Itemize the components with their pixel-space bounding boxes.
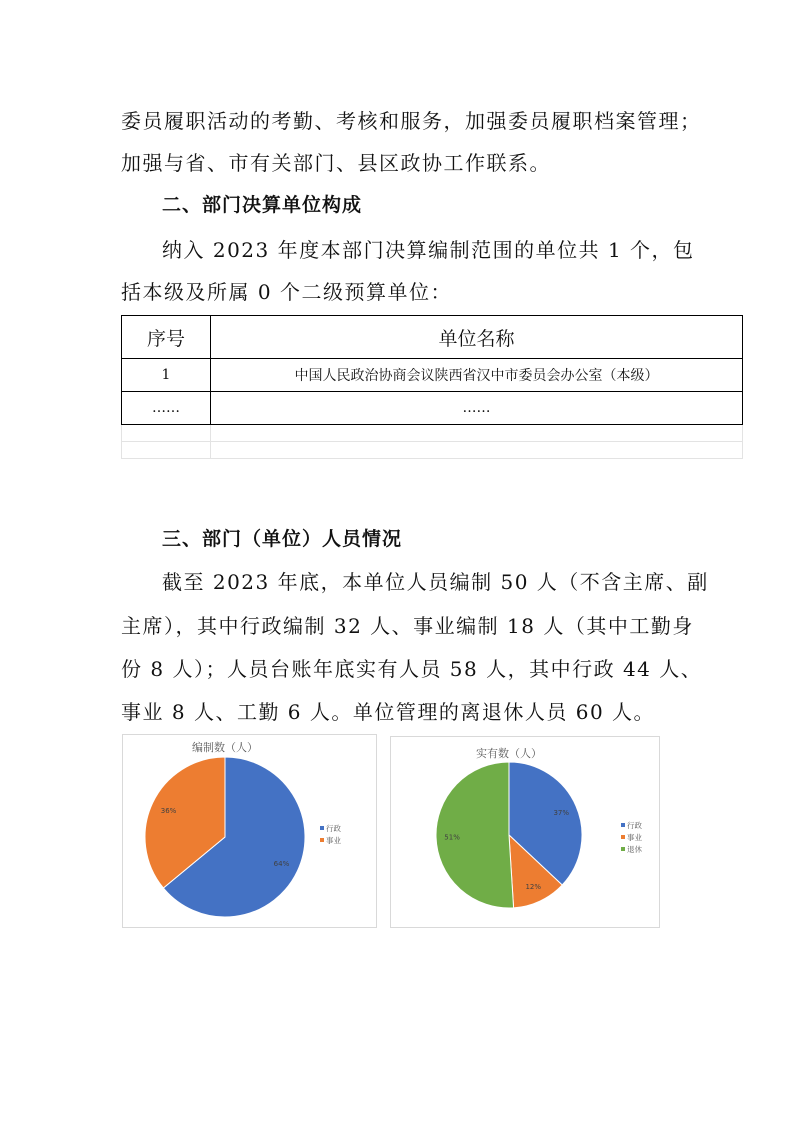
section-heading: 三、部门（单位）人员情况 bbox=[162, 528, 403, 550]
pie-chart-svg bbox=[391, 737, 659, 927]
legend-swatch bbox=[621, 847, 625, 851]
paragraph-line: 份 8 人）；人员台账年底实有人员 58 人，其中行政 44 人、 bbox=[121, 657, 703, 681]
table-cell bbox=[122, 442, 211, 459]
paragraph-line: 事业 8 人、工勤 6 人。单位管理的离退休人员 60 人。 bbox=[121, 700, 656, 724]
pie-chart-svg bbox=[123, 735, 376, 927]
table-header-cell: 单位名称 bbox=[211, 316, 743, 359]
section-heading: 二、部门决算单位构成 bbox=[162, 194, 363, 216]
paragraph-line: 括本级及所属 0 个二级预算单位： bbox=[121, 280, 452, 304]
paragraph-line: 委员履职活动的考勤、考核和服务，加强委员履职档案管理； bbox=[121, 109, 702, 133]
paragraph-line: 加强与省、市有关部门、县区政协工作联系。 bbox=[121, 151, 551, 175]
table-cell bbox=[211, 425, 743, 442]
legend-label: 事业 bbox=[627, 833, 642, 842]
table-row-empty bbox=[122, 425, 743, 442]
pie-chart-actual bbox=[390, 736, 660, 928]
table-row bbox=[122, 359, 743, 392]
unit-table bbox=[121, 315, 743, 459]
table-header-row bbox=[122, 316, 743, 359]
chart-title: 编制数（人） bbox=[192, 741, 258, 754]
legend-swatch bbox=[320, 838, 324, 842]
table-row-empty bbox=[122, 442, 743, 459]
legend-swatch bbox=[621, 823, 625, 827]
table-cell bbox=[122, 425, 211, 442]
legend-label: 行政 bbox=[326, 824, 341, 833]
table-cell: …… bbox=[211, 392, 743, 425]
legend-swatch bbox=[621, 835, 625, 839]
data-label: 64% bbox=[273, 860, 290, 869]
pie-chart-staffing bbox=[122, 734, 377, 928]
legend-label: 事业 bbox=[326, 836, 341, 845]
paragraph-line: 纳入 2023 年度本部门决算编制范围的单位共 1 个，包 bbox=[162, 238, 695, 262]
data-label: 51% bbox=[444, 833, 460, 842]
data-label: 36% bbox=[160, 806, 177, 815]
paragraph-line: 截至 2023 年底，本单位人员编制 50 人（不含主席、副 bbox=[162, 570, 709, 594]
legend-label: 退休 bbox=[627, 845, 642, 854]
paragraph-line: 主席），其中行政编制 32 人、事业编制 18 人（其中工勤身 bbox=[121, 614, 694, 638]
table-row bbox=[122, 392, 743, 425]
table-header-cell: 序号 bbox=[122, 316, 211, 359]
legend-swatch bbox=[320, 826, 324, 830]
table-cell: 1 bbox=[122, 359, 211, 392]
chart-title: 实有数（人） bbox=[476, 747, 542, 760]
table-cell bbox=[211, 442, 743, 459]
data-label: 37% bbox=[553, 808, 570, 817]
table-cell: 中国人民政治协商会议陕西省汉中市委员会办公室（本级） bbox=[211, 359, 743, 392]
legend-label: 行政 bbox=[627, 821, 642, 830]
table-cell: …… bbox=[122, 392, 211, 425]
data-label: 12% bbox=[525, 883, 542, 892]
